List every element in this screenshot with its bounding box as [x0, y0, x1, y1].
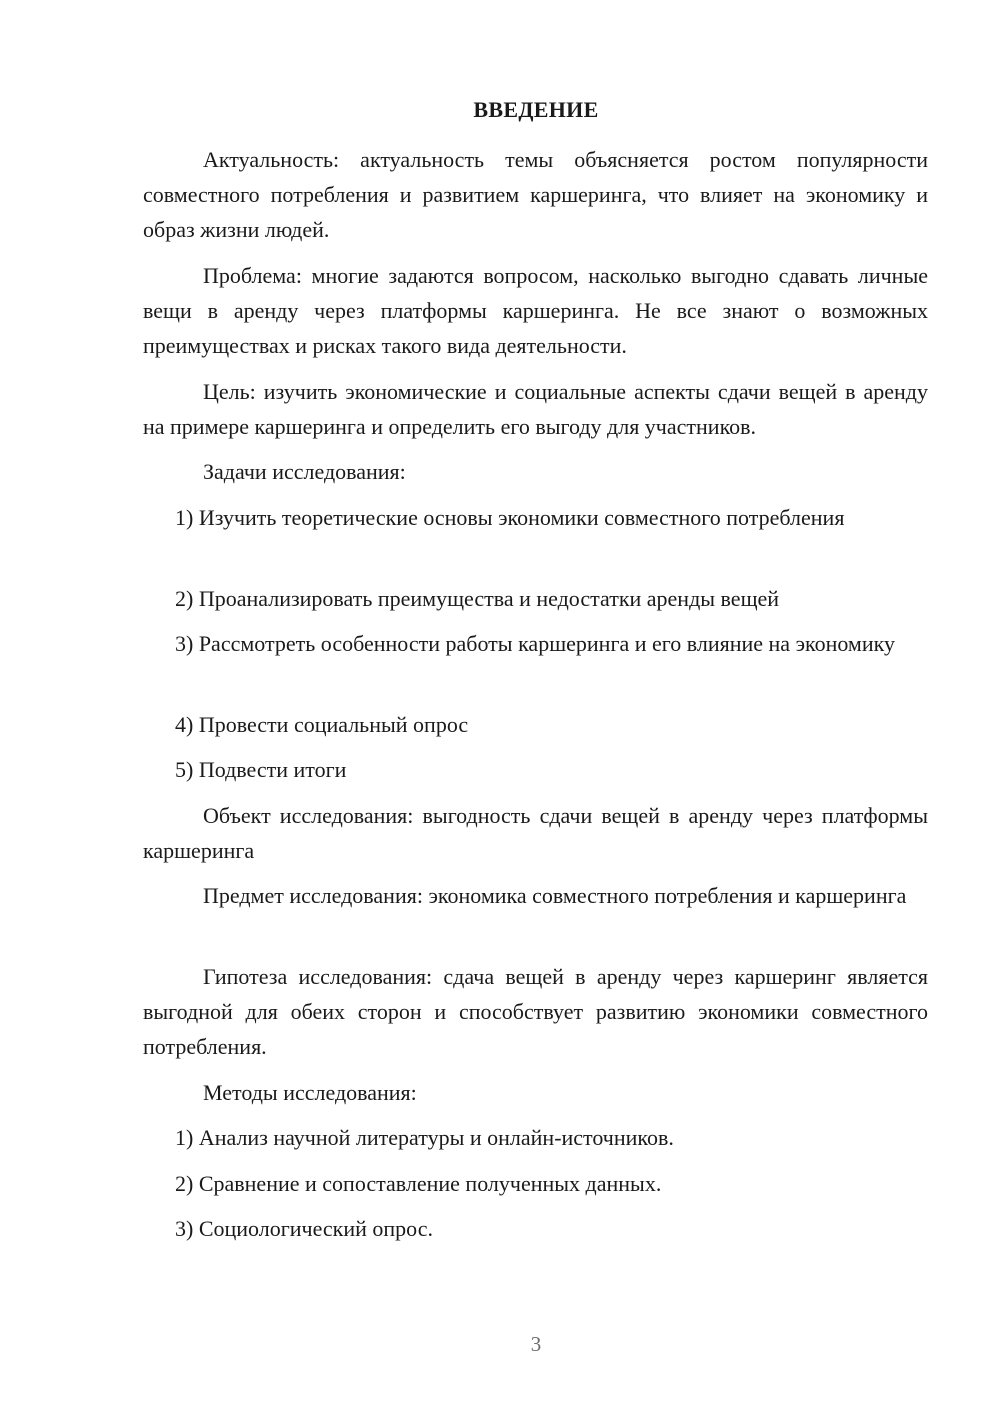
task-item-3: 3) Рассмотреть особенности работы каршеринга и его влияние на экономику — [175, 631, 896, 656]
paragraph-problem: Проблема: многие задаются вопросом, насколько выгодно сдавать личные вещи в аренду через платформы каршеринга. Не все знают о возможных преимуществах и рисках такого вида деятельности. — [143, 263, 928, 358]
method-item-2: 2) Сравнение и сопоставление полученных данных. — [175, 1171, 662, 1196]
paragraph-object: Объект исследования: выгодность сдачи вещей в аренду через платформы каршеринга — [143, 803, 928, 863]
task-item-4: 4) Провести социальный опрос — [175, 712, 469, 737]
paragraph-hypothesis: Гипотеза исследования: сдача вещей в аренду через каршеринг является выгодной для обеих сторон и способствует развитию экономики совместного потребления. — [143, 964, 928, 1059]
method-item-1: 1) Анализ научной литературы и онлайн-источников. — [175, 1125, 674, 1150]
paragraph-subject: Предмет исследования: экономика совместного потребления и каршеринга — [203, 883, 907, 908]
method-item-3: 3) Социологический опрос. — [175, 1216, 433, 1241]
task-item-5: 5) Подвести итоги — [175, 757, 347, 782]
page-number: 3 — [530, 1332, 542, 1356]
section-title: ВВЕДЕНИЕ — [473, 97, 599, 122]
task-item-1: 1) Изучить теоретические основы экономики совместного потребления — [175, 505, 845, 530]
tasks-heading: Задачи исследования: — [203, 459, 406, 484]
task-item-2: 2) Проанализировать преимущества и недостатки аренды вещей — [175, 586, 780, 611]
paragraph-relevance: Актуальность: актуальность темы объясняется ростом популярности совместного потребления и развитием каршеринга, что влияет на экономику и образ жизни людей. — [143, 147, 928, 242]
methods-heading: Методы исследования: — [203, 1080, 417, 1105]
paragraph-goal: Цель: изучить экономические и социальные аспекты сдачи вещей в аренду на примере каршеринга и определить его выгоду для участников. — [143, 379, 928, 439]
